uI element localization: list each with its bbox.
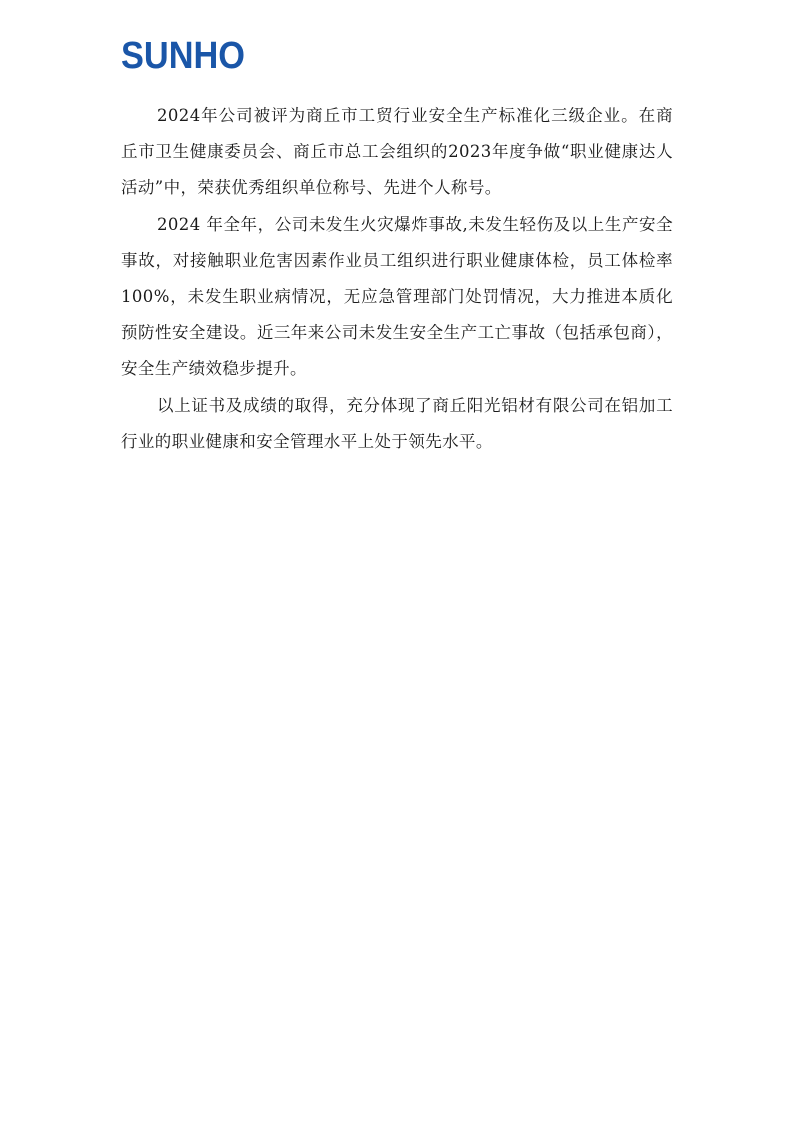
svg-text:SUNHO: SUNHO — [121, 36, 245, 72]
paragraph-certification: 2024年公司被评为商丘市工贸行业安全生产标准化三级企业。在商丘市卫生健康委员会、商丘市总工会组织的2023年度争做“职业健康达人活动”中，荣获优秀组织单位称号、先进个人称号。 — [121, 106, 673, 198]
paragraph-safety-record: 2024 年全年，公司未发生火灾爆炸事故,未发生轻伤及以上生产安全事故，对接触职业危害因素作业员工组织进行职业健康体检，员工体检率 100%，未发生职业病情况，无应急管理部门处罚情况，大力推进本质化预防性安全建设。近三年来公司未发生安全生产工亡事故（包括承包商），安全生产绩效稳步提升。 — [121, 214, 673, 379]
sunho-logo-mark — [121, 36, 245, 72]
body-text — [121, 98, 673, 460]
paragraph-conclusion: 以上证书及成绩的取得，充分体现了商丘阳光铝材有限公司在铝加工行业的职业健康和安全管理水平上处于领先水平。 — [121, 395, 673, 451]
sunho-logo — [121, 36, 245, 72]
